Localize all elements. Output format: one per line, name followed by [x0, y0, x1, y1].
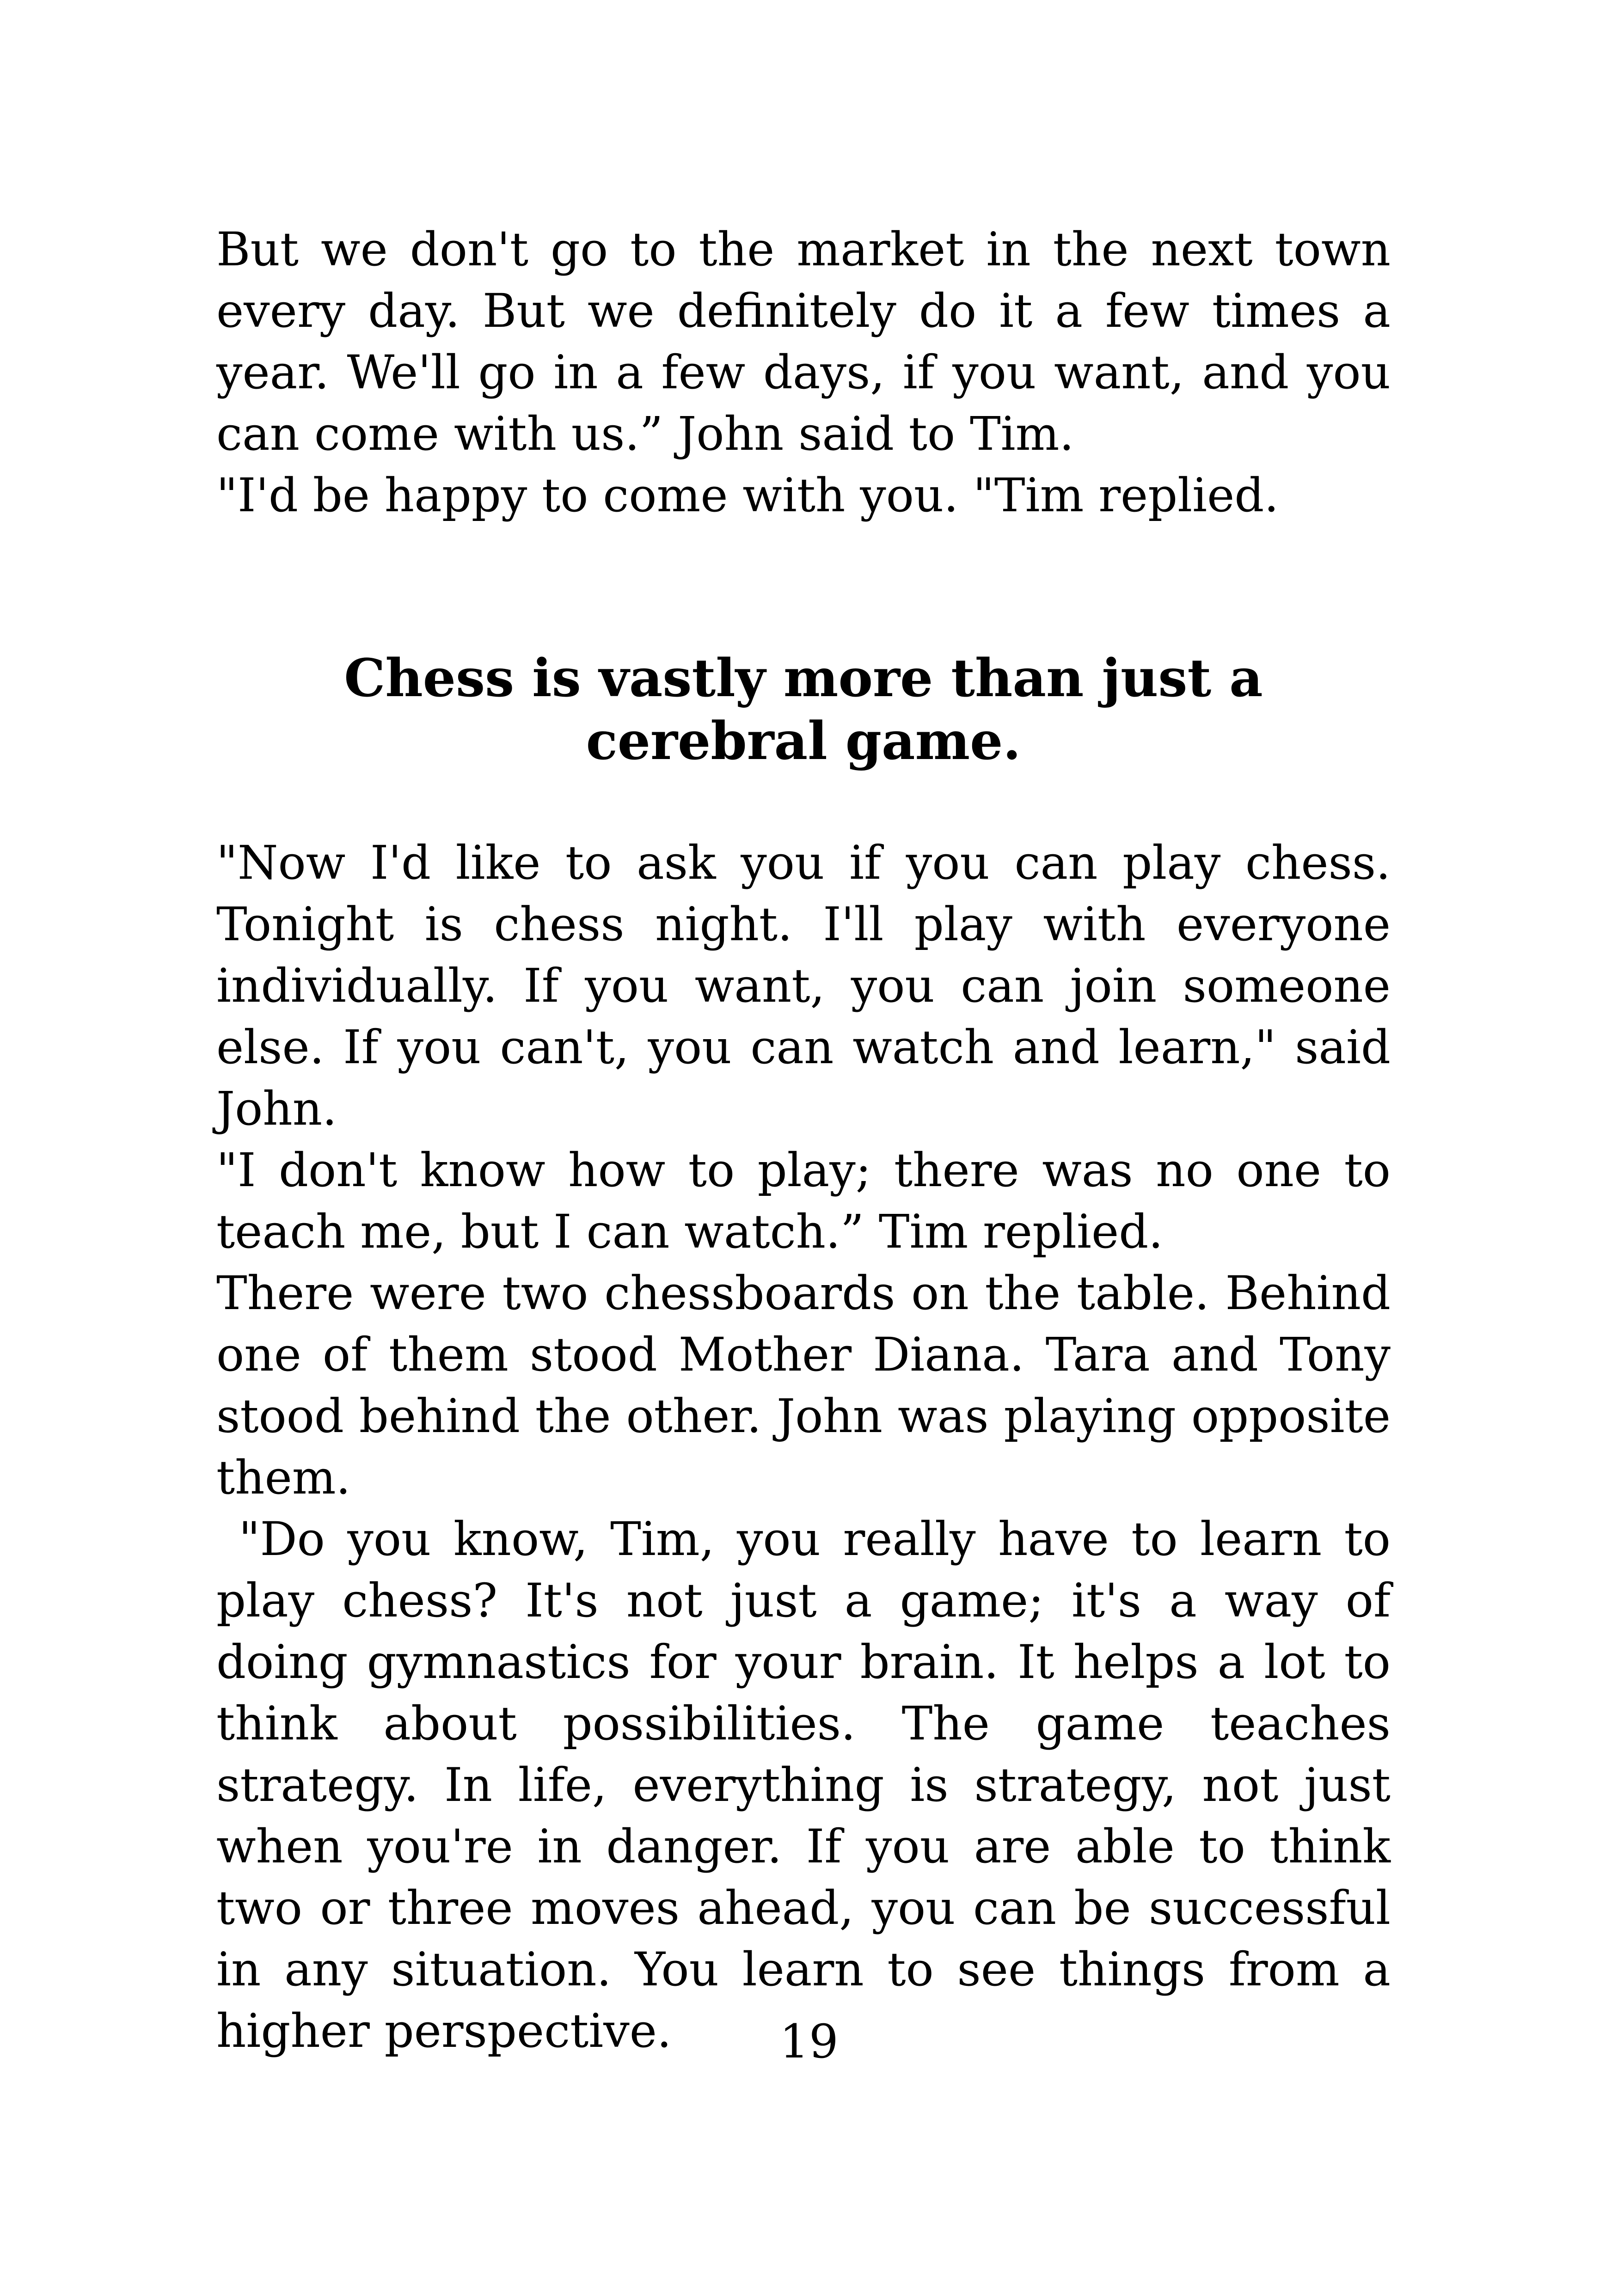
body-section	[216, 832, 1405, 2062]
intro-paragraph: But we don't go to the market in the next town every day. But we definitely do it a few times a year. We'll go in a few days, if you want, and you can come with us.” John said to Tim.	[216, 222, 1391, 461]
body-paragraph: There were two chessboards on the table. Behind one of them stood Mother Diana. Tara and Tony stood behind the other. John was playing opposite them.	[216, 1266, 1391, 1505]
body-paragraph: "I don't know how to play; there was no one to teach me, but I can watch.” Tim replied.	[216, 1143, 1391, 1259]
body-paragraph: "Do you know, Tim, you really have to learn to play chess? It's not just a game; it's a way of doing gymnastics for your brain. It helps a lot to think about possibilities. The game teaches strategy. In life, everything is strategy, not just when you're in danger. If you are able to think two or three moves ahead, you can be successful in any situation. You learn to see things from a higher perspective.	[216, 1512, 1405, 2058]
page-number: 19	[779, 2014, 839, 2069]
intro-paragraph: "I'd be happy to come with you. "Tim replied.	[216, 468, 1279, 522]
body-paragraph: "Now I'd like to ask you if you can play chess. Tonight is chess night. I'll play with everyone individually. If you want, you can join someone else. If you can't, you can watch and learn," said John.	[216, 836, 1391, 1136]
chapter-heading: Chess is vastly more than just a cerebral game.	[344, 648, 1263, 771]
intro-section	[216, 219, 1391, 526]
